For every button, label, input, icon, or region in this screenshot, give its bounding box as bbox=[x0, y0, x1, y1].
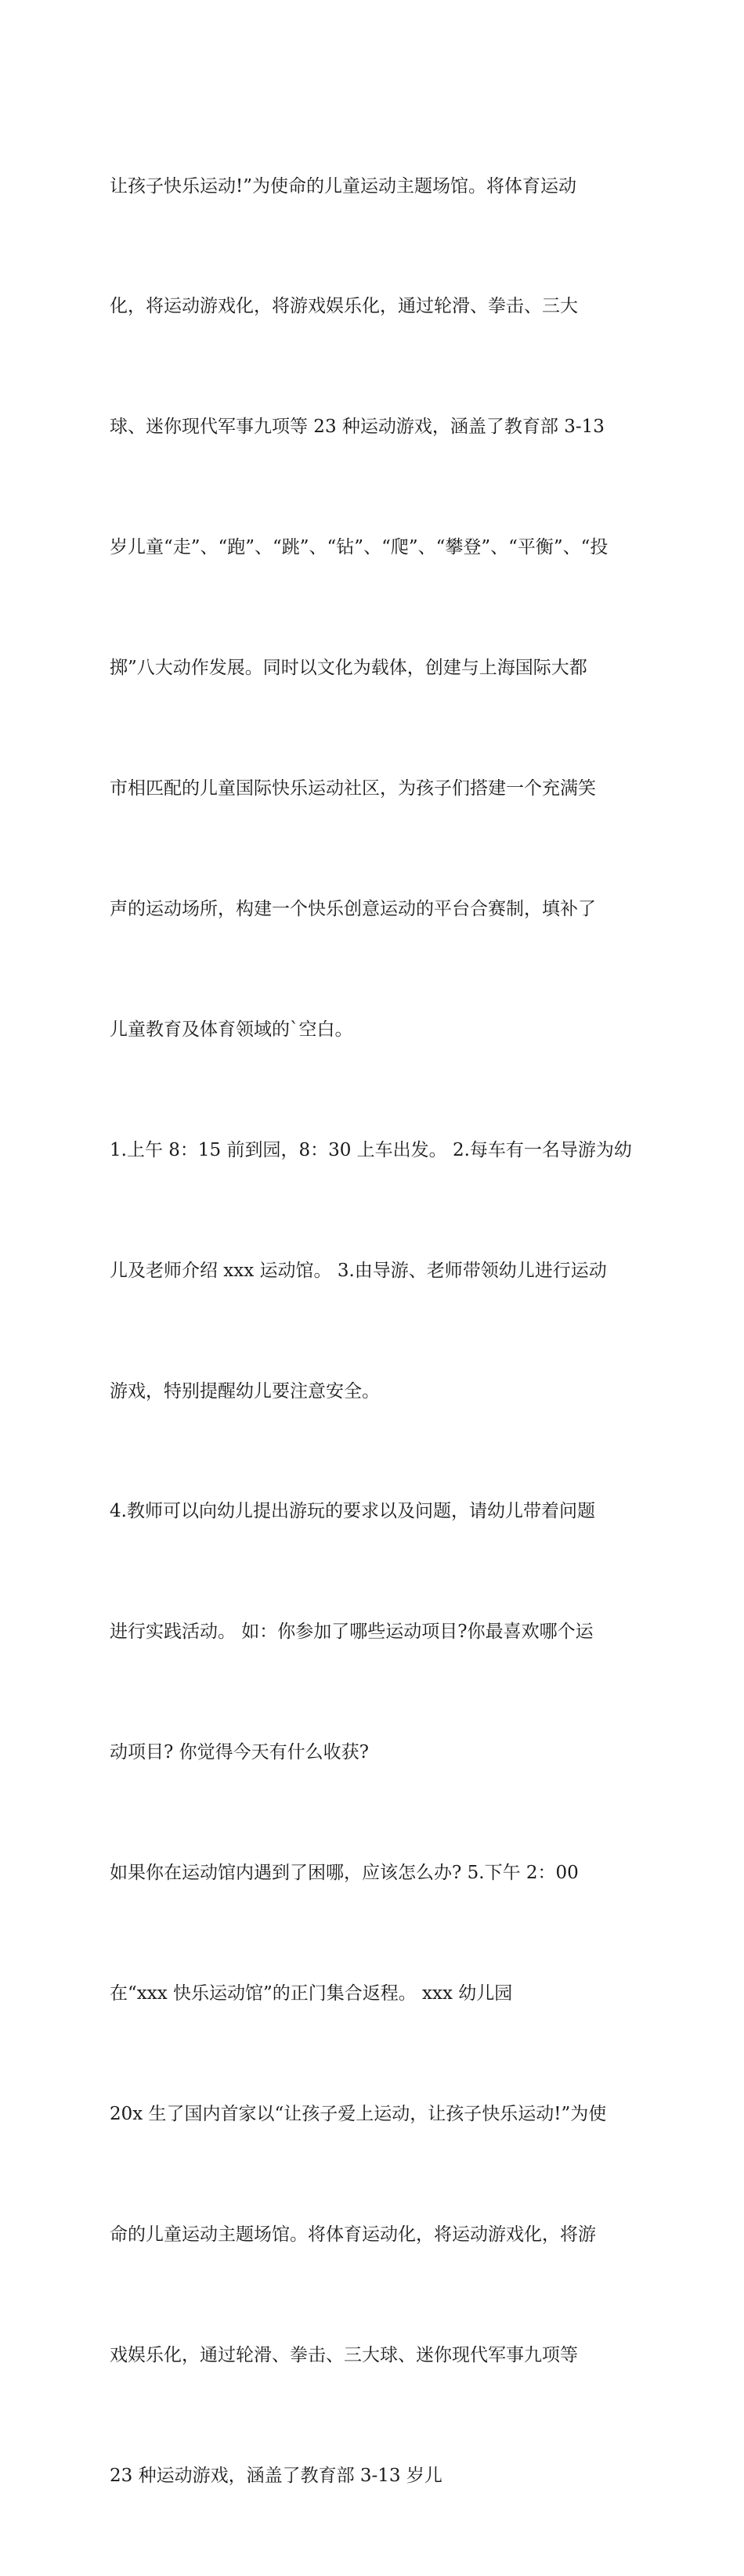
text-line: 市相匹配的儿童国际快乐运动社区，为孩子们搭建一个充满笑 bbox=[110, 778, 596, 799]
text-line: 儿童教育及体育领域的`空白。 bbox=[110, 1019, 353, 1040]
text-line: 命的儿童运动主题场馆。将体育运动化，将运动游戏化，将游 bbox=[110, 2224, 596, 2245]
body-text bbox=[110, 86, 650, 2576]
text-line: 化，将运动游戏化，将游戏娱乐化，通过轮滑、拳击、三大 bbox=[110, 296, 578, 317]
text-line: 如果你在运动馆内遇到了困哪，应该怎么办? 5.下午 2：00 bbox=[110, 1863, 579, 1884]
text-line: 20x 生了国内首家以“让孩子爱上运动，让孩子快乐运动!”为使 bbox=[110, 2103, 607, 2124]
text-line: 23 种运动游戏，涵盖了教育部 3-13 岁儿 bbox=[110, 2465, 442, 2486]
text-line: 球、迷你现代军事九项等 23 种运动游戏，涵盖了教育部 3-13 bbox=[110, 417, 605, 438]
text-line: 声的运动场所，构建一个快乐创意运动的平台合赛制，填补了 bbox=[110, 898, 596, 919]
text-line: 戏娱乐化，通过轮滑、拳击、三大球、迷你现代军事九项等 bbox=[110, 2344, 578, 2365]
text-line: 岁儿童“走”、“跑”、“跳”、“钻”、“爬”、“攀登”、“平衡”、“投 bbox=[110, 537, 609, 558]
text-line: 4.教师可以向幼儿提出游玩的要求以及问题，请幼儿带着问题 bbox=[110, 1501, 595, 1522]
text-line: 游戏，特别提醒幼儿要注意安全。 bbox=[110, 1380, 380, 1402]
text-line: 1.上午 8：15 前到园，8：30 上车出发。 2.每车有一名导游为幼 bbox=[110, 1139, 632, 1160]
text-line: 让孩子快乐运动!”为使命的儿童运动主题场馆。将体育运动 bbox=[110, 175, 577, 197]
text-line: 掷”八大动作发展。同时以文化为载体，创建与上海国际大都 bbox=[110, 658, 587, 679]
text-line: 在“xxx 快乐运动馆”的正门集合返程。 xxx 幼儿园 bbox=[110, 1983, 513, 2004]
text-line: 动项目? 你觉得今天有什么收获? bbox=[110, 1742, 369, 1763]
text-line: 进行实践活动。 如：你参加了哪些运动项目?你最喜欢哪个运 bbox=[110, 1622, 594, 1643]
text-line: 儿及老师介绍 xxx 运动馆。 3.由导游、老师带领幼儿进行运动 bbox=[110, 1260, 607, 1281]
